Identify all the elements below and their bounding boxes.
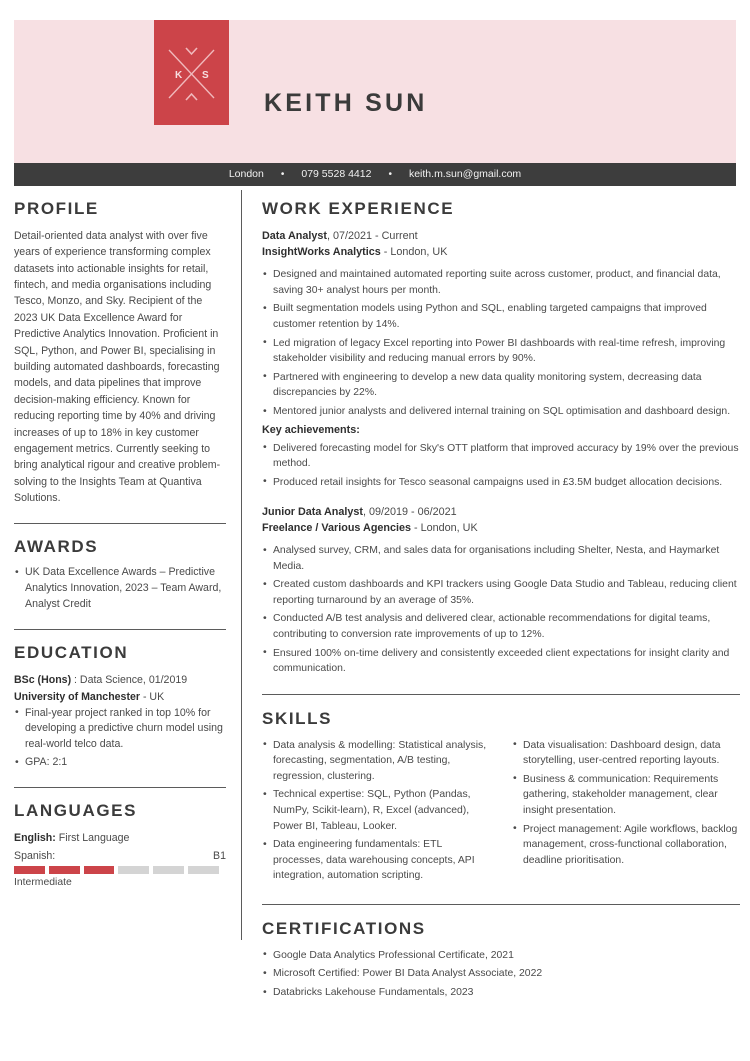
language-primary (14, 830, 226, 847)
education-school (14, 689, 226, 706)
language-bar-segment (188, 866, 219, 874)
job-company-line (262, 520, 740, 537)
list-item: • Conducted A/B test analysis and delivered clear, actionable recommendations for digital teams, contributing to conversion rate improvements of up to 12%. (262, 611, 740, 642)
language-secondary-cefr: B1 (213, 849, 226, 862)
language-secondary-row (14, 850, 226, 862)
list-item: • Led migration of legacy Excel reporting into Power BI dashboards with real-time refresh, improving stakeholder visibility and reducing manual errors by 90%. (262, 336, 740, 367)
education-school-rest: - UK (140, 690, 165, 703)
contact-bar (14, 163, 736, 186)
resume-header (14, 20, 736, 163)
skills-columns (262, 738, 740, 887)
language-bar-segment (84, 866, 115, 874)
section-awards (14, 538, 226, 613)
logo-letter-k: K (175, 70, 183, 81)
column-divider (241, 190, 242, 940)
divider-education-languages (14, 787, 226, 788)
language-bar-segment (14, 866, 45, 874)
list-item: • Partnered with engineering to develop a new data quality monitoring system, decreasing data discrepancies by 22%. (262, 370, 740, 401)
work-title: WORK EXPERIENCE (262, 199, 455, 218)
skills-column-right (512, 738, 740, 887)
skills-column-left (262, 738, 490, 887)
section-work-experience (262, 200, 740, 677)
list-item: • Data analysis & modelling: Statistical analysis, forecasting, segmentation, A/B testing, regression, clustering. (262, 738, 490, 785)
list-item: • Produced retail insights for Tesco seasonal campaigns used in £3.5M budget allocation decisions. (262, 475, 740, 491)
job-company-line (262, 244, 740, 261)
certifications-list (262, 948, 740, 1001)
divider-profile-awards (14, 523, 226, 524)
section-profile (14, 200, 226, 507)
list-item: • Delivered forecasting model for Sky's OTT platform that improved accuracy by 19% over the previous method. (262, 441, 740, 472)
education-title: EDUCATION (14, 642, 129, 662)
job-role: Data Analyst (262, 229, 328, 242)
divider-awards-education (14, 629, 226, 630)
list-item: • UK Data Excellence Awards – Predictive Analytics Innovation, 2023 – Team Award, Analyst Credit (14, 565, 226, 613)
job-company: InsightWorks Analytics (262, 246, 381, 259)
language-proficiency-bar (14, 866, 219, 874)
list-item: • Created custom dashboards and KPI trackers using Google Data Studio and Tableau, reducing client reporting turnaround by an average of 35%. (262, 577, 740, 608)
skills-list-right (512, 738, 740, 869)
work-jobs-container (262, 228, 740, 677)
language-bar-segment (118, 866, 149, 874)
list-item: • Project management: Agile workflows, backlog management, cross-functional collaboration, deadline prioritisation. (512, 822, 740, 869)
section-skills (262, 710, 740, 887)
language-primary-level: First Language (55, 831, 130, 844)
list-item: • Data visualisation: Dashboard design, data storytelling, user-centred reporting layouts. (512, 738, 740, 769)
language-secondary-name: Spanish: (14, 849, 56, 862)
language-bar-segment (153, 866, 184, 874)
job-bullets (262, 543, 740, 677)
profile-title: PROFILE (14, 199, 99, 218)
list-item: • Final-year project ranked in top 10% for developing a predictive churn model using real-world telco data. (14, 706, 226, 754)
job-role-line (262, 504, 740, 521)
job-entry (262, 504, 740, 677)
language-bar-segment (49, 866, 80, 874)
divider-skills-certifications (262, 904, 740, 905)
monogram-logo (154, 20, 229, 125)
list-item: • Data engineering fundamentals: ETL processes, data warehousing concepts, API integration, automation scripting. (262, 837, 490, 884)
profile-text: Detail-oriented data analyst with over five years of experience transforming complex datasets into actionable insights for retail, fintech, and media organisations including Tesco, Monzo, and Sky. Recipient of the 2023 UK Data Excellence Award for Predictive Analytics Innovation. Proficient in SQL, Python, and Power BI, specialising in building automated dashboards, forecasting models, and data pipelines that improve decision-making efficiency. Known for reducing reporting time by 40% and driving increases of up to 18% in key customer engagement metrics. Currently seeking to bring analytical rigour and creative problem-solving to the Insights Team at Quantiva Solutions. (14, 229, 221, 505)
section-certifications (262, 920, 740, 1001)
key-achievements-list (262, 441, 740, 491)
awards-list (14, 565, 226, 613)
job-dates: , 09/2019 - 06/2021 (363, 505, 457, 518)
candidate-name: KEITH SUN (264, 89, 428, 117)
job-location: - London, UK (411, 522, 478, 535)
education-school-bold: University of Manchester (14, 690, 140, 703)
contact-separator-1: • (280, 168, 285, 180)
job-bullets (262, 267, 740, 419)
education-degree-rest: : Data Science, 01/2019 (71, 673, 188, 686)
list-item: • Databricks Lakehouse Fundamentals, 2023 (262, 985, 740, 1001)
job-location: - London, UK (380, 246, 448, 259)
list-item: • Business & communication: Requirements gathering, stakeholder management, clear insight presentation. (512, 772, 740, 819)
list-item: • Built segmentation models using Python and SQL, enabling targeted campaigns that improved customer retention by 14%. (262, 301, 740, 332)
contact-location: London (228, 168, 264, 181)
list-item: • Ensured 100% on-time delivery and consistently exceeded client expectations for insight clarity and communication. (262, 646, 740, 677)
job-spacer (262, 495, 740, 504)
divider-work-skills (262, 694, 740, 695)
awards-title: AWARDS (14, 536, 99, 556)
logo-letter-s: S (202, 70, 209, 81)
key-achievements-label: Key achievements: (262, 423, 360, 436)
contact-separator-2: • (388, 168, 392, 180)
language-primary-name: English: (14, 831, 56, 844)
education-degree-bold: BSc (Hons) (14, 673, 72, 686)
section-languages (14, 802, 226, 888)
languages-title: LANGUAGES (14, 801, 138, 821)
contact-phone: 079 5528 4412 (301, 168, 372, 181)
job-role: Junior Data Analyst (262, 505, 363, 518)
certifications-title: CERTIFICATIONS (262, 919, 426, 939)
list-item: • Google Data Analytics Professional Certificate, 2021 (262, 948, 740, 964)
job-dates: , 07/2021 - Current (327, 229, 418, 242)
list-item: • Mentored junior analysts and delivered internal training on SQL optimisation and dashboard design. (262, 404, 740, 420)
skills-list-left (262, 738, 490, 884)
list-item: • Designed and maintained automated reporting suite across customer, product, and financial data, saving 30+ analyst hours per month. (262, 267, 740, 298)
monogram-x-icon (154, 20, 229, 125)
list-item: • GPA: 2:1 (14, 755, 226, 771)
education-list (14, 706, 226, 772)
list-item: • Microsoft Certified: Power BI Data Analyst Associate, 2022 (262, 966, 740, 982)
list-item: • Analysed survey, CRM, and sales data for organisations including Shelter, Nesta, and Haymarket Media. (262, 543, 740, 574)
job-entry (262, 228, 740, 491)
language-secondary-level-label: Intermediate (14, 876, 72, 888)
section-education (14, 644, 226, 771)
left-column (14, 200, 226, 888)
education-degree (14, 672, 226, 689)
right-column (262, 200, 740, 1004)
contact-email: keith.m.sun@gmail.com (408, 168, 522, 181)
job-role-line (262, 228, 740, 245)
skills-title: SKILLS (262, 708, 333, 728)
job-company: Freelance / Various Agencies (262, 522, 412, 535)
list-item: • Technical expertise: SQL, Python (Pandas, NumPy, Scikit-learn), R, Excel (advanced), Power BI, Tableau, Looker. (262, 787, 490, 834)
